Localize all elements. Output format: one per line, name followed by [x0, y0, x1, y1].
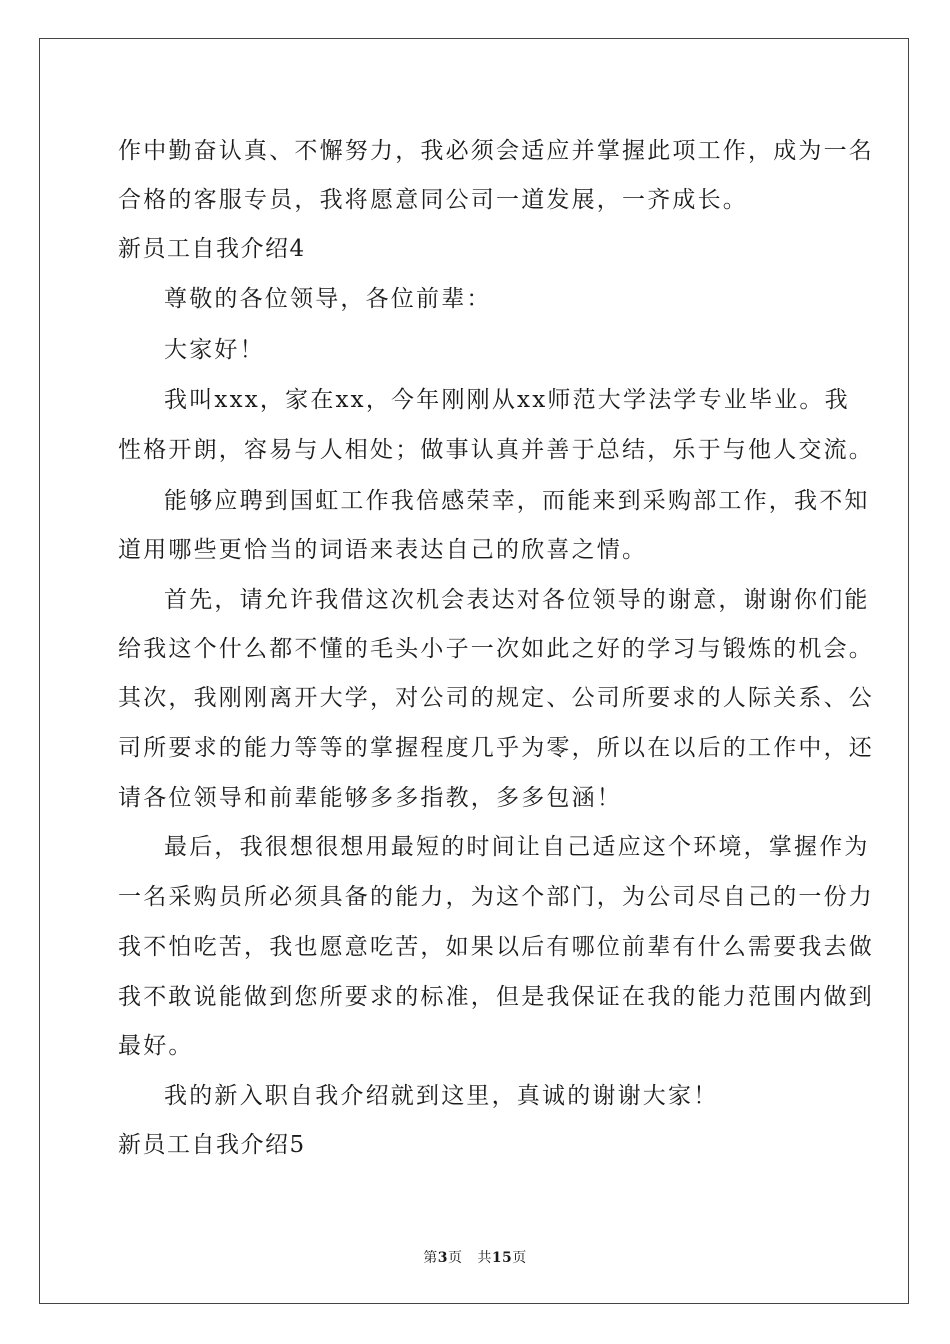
text-line: 其次，我刚刚离开大学，对公司的规定、公司所要求的人际关系、公 — [118, 685, 874, 711]
text-line: 首先，请允许我借这次机会表达对各位领导的谢意，谢谢你们能 — [164, 587, 870, 613]
text-line: 最后，我很想很想用最短的时间让自己适应这个环境，掌握作为 — [164, 834, 870, 860]
text-line: 请各位领导和前辈能够多多指教，多多包涵！ — [118, 785, 622, 811]
closing-line: 我的新入职自我介绍就到这里，真诚的谢谢大家！ — [164, 1083, 719, 1109]
text-line: 道用哪些更恰当的词语来表达自己的欣喜之情。 — [118, 537, 648, 563]
total-page-count: 15 — [491, 1250, 513, 1266]
text-line: 我不怕吃苦，我也愿意吃苦，如果以后有哪位前辈有什么需要我去做 — [118, 934, 874, 960]
text-line: 司所要求的能力等等的掌握程度几乎为零，所以在以后的工作中，还 — [118, 735, 874, 761]
footer-prefix: 第 — [423, 1250, 438, 1266]
salutation: 尊敬的各位领导，各位前辈： — [164, 286, 492, 312]
current-page-number: 3 — [437, 1250, 448, 1266]
page-footer — [0, 1247, 950, 1267]
footer-total-suffix: 页 — [512, 1250, 527, 1266]
text-line: 给我这个什么都不懂的毛头小子一次如此之好的学习与锻炼的机会。 — [118, 636, 874, 662]
text-line: 我不敢说能做到您所要求的标准，但是我保证在我的能力范围内做到 — [118, 984, 874, 1010]
section-heading: 新员工自我介绍4 — [118, 236, 306, 262]
page-border — [39, 38, 909, 1304]
text-line: 作中勤奋认真、不懈努力，我必须会适应并掌握此项工作，成为一名 — [118, 138, 874, 164]
footer-page-suffix: 页 — [447, 1250, 463, 1266]
section-heading: 新员工自我介绍5 — [118, 1132, 306, 1158]
text-line: 最好。 — [118, 1033, 194, 1059]
text-line: 能够应聘到国虹工作我倍感荣幸，而能来到采购部工作，我不知 — [164, 488, 870, 514]
text-line: 一名采购员所必须具备的能力，为这个部门，为公司尽自己的一份力 — [118, 884, 874, 910]
text-line: 性格开朗，容易与人相处；做事认真并善于总结，乐于与他人交流。 — [118, 437, 874, 463]
footer-total-prefix: 共 — [477, 1250, 492, 1266]
text-line: 合格的客服专员，我将愿意同公司一道发展，一齐成长。 — [118, 187, 748, 213]
text-line: 我叫xxx，家在xx，今年刚刚从xx师范大学法学专业毕业。我 — [164, 387, 850, 413]
greeting: 大家好！ — [164, 337, 265, 363]
